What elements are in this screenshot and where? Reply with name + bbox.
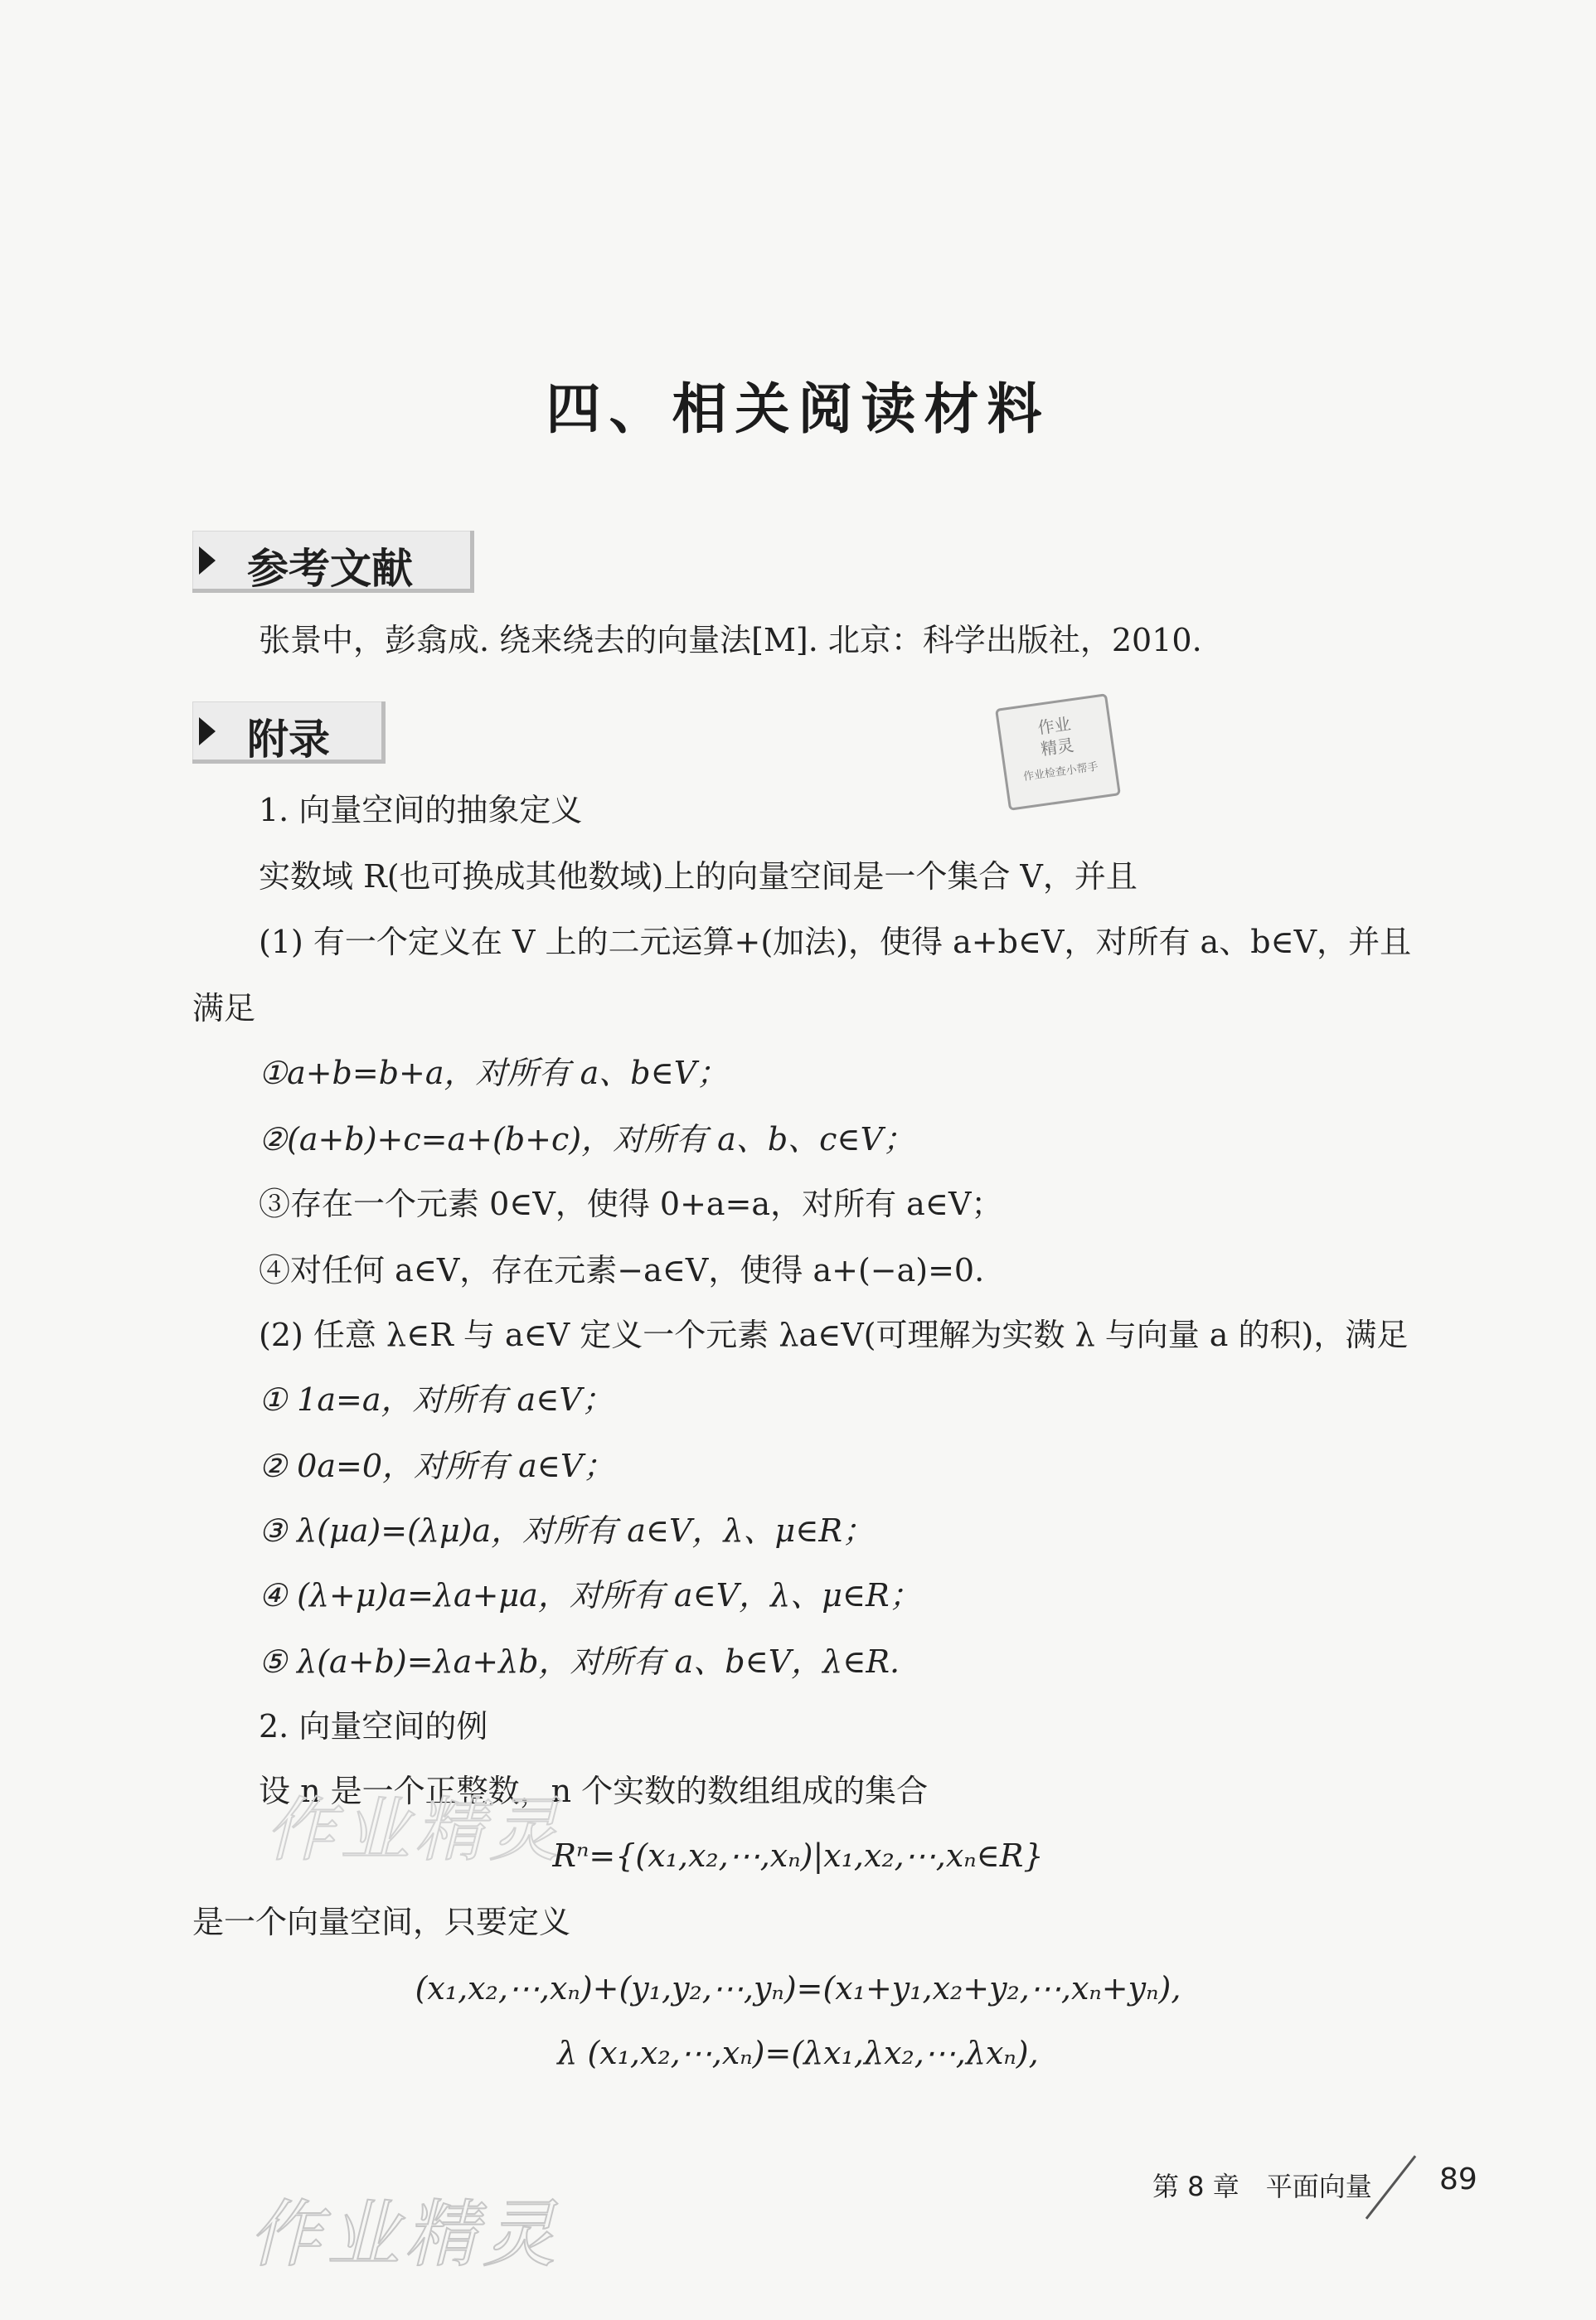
axiom-line: ③存在一个元素 0∈V，使得 0+a=a，对所有 a∈V； (259, 1186, 1003, 1222)
stamp-line: 精灵 (1039, 735, 1075, 760)
axiom-line: ④ (λ+μ)a=λa+μa，对所有 a∈V，λ、μ∈R； (259, 1577, 921, 1614)
axiom-line: ②(a+b)+c=a+(b+c)，对所有 a、b、c∈V； (259, 1121, 915, 1158)
section-header-appendix (192, 701, 383, 773)
footer-divider (1366, 2155, 1416, 2219)
footer-chapter: 第 8 章 平面向量 (1152, 2171, 1372, 2202)
stamp-line: 作业 (1036, 713, 1073, 738)
text-line: (1) 有一个定义在 V 上的二元运算+(加法)，使得 a+b∈V，对所有 a、b∈V，并且 (259, 924, 1412, 960)
text-line: 是一个向量空间，只要定义 (192, 1904, 571, 1940)
section-title: 参考文献 (247, 545, 413, 593)
formula-line: λ (x₁,x₂,⋯,xₙ)=(λx₁,λx₂,⋯,λxₙ), (557, 2035, 1039, 2071)
axiom-line: ⑤ λ(a+b)=λa+λb，对所有 a、b∈V，λ∈R. (259, 1643, 900, 1680)
page-title: 四、相关阅读材料 (546, 376, 1050, 441)
section-header-references (192, 531, 474, 602)
text-line: 满足 (192, 990, 256, 1027)
watermark-text: 作业精灵 (265, 1789, 565, 1871)
axiom-line: ③ λ(μa)=(λμ)a，对所有 a∈V，λ、μ∈R； (259, 1512, 874, 1549)
formula-line: Rⁿ={(x₁,x₂,⋯,xₙ)|x₁,x₂,⋯,xₙ∈R} (552, 1837, 1044, 1874)
stamp-logo (995, 693, 1121, 811)
subsection-heading: 2. 向量空间的例 (259, 1708, 488, 1745)
axiom-line: ④对任何 a∈V，存在元素−a∈V，使得 a+(−a)=0. (259, 1252, 985, 1289)
section-title: 附录 (247, 716, 330, 764)
text-line: (2) 任意 λ∈R 与 a∈V 定义一个元素 λa∈V(可理解为实数 λ 与向量 a 的积)，满足 (259, 1317, 1409, 1353)
triangle-marker-icon (199, 717, 216, 745)
axiom-line: ①a+b=b+a，对所有 a、b∈V； (259, 1055, 729, 1091)
text-line: 设 n 是一个正整数，n 个实数的数组组成的集合 (259, 1773, 929, 1809)
reference-entry: 张景中，彭翕成. 绕来绕去的向量法[M]. 北京：科学出版社，2010. (259, 622, 1202, 658)
page-number: 89 (1439, 2162, 1477, 2196)
triangle-marker-icon (199, 546, 216, 575)
axiom-line: ① 1a=a，对所有 a∈V； (259, 1381, 614, 1418)
stamp-line: 作业检查小帮手 (1022, 760, 1099, 784)
text-line: 实数域 R(也可换成其他数域)上的向量空间是一个集合 V，并且 (259, 858, 1138, 895)
watermark-text: 作业精灵 (249, 2191, 561, 2277)
subsection-heading: 1. 向量空间的抽象定义 (259, 792, 583, 828)
formula-line: (x₁,x₂,⋯,xₙ)+(y₁,y₂,⋯,yₙ)=(x₁+y₁,x₂+y₂,⋯,xₙ+yₙ), (415, 1970, 1181, 2007)
axiom-line: ② 0a=0，对所有 a∈V； (259, 1448, 615, 1484)
